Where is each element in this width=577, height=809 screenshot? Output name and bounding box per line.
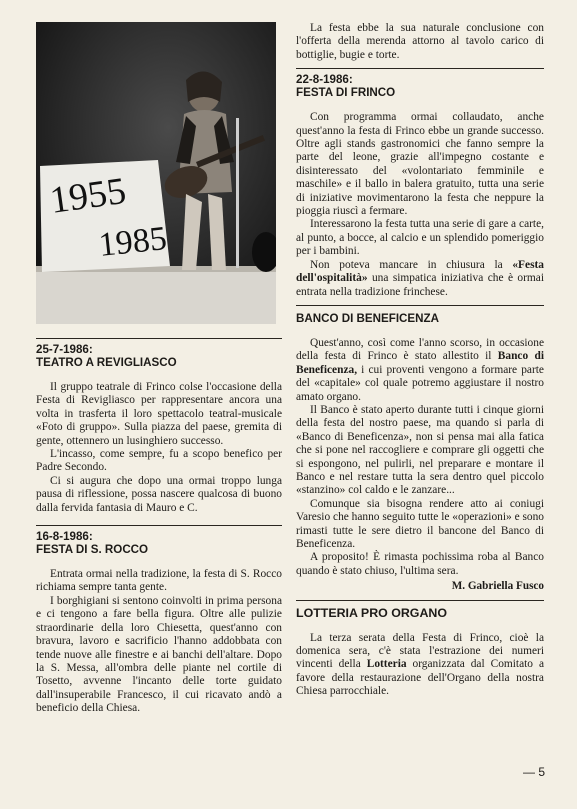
lotteria-bold: Lotteria [366, 658, 407, 671]
paragraph: La festa ebbe la sua naturale conclusione con l'offerta della merenda attorno al tavolo carico di bottiglie, bugie e torte. [296, 22, 544, 61]
paragraph: Il gruppo teatrale di Frinco colse l'occasione della Festa di Revigliasco per rappresentare ancora una volta in trasferta il loro spettacolo teatral-musicale «Foto di gruppo». Sulla piazza del paese, gremita di gente, ottennero un lusinghiero successo. [36, 381, 282, 447]
paragraph: Il Banco è stato aperto durante tutti i cinque giorni della festa del nostro paese, ma quando si parla di «Banco di Beneficenza», non si pensa mai alla fatica che si pone nel raccogliere e comprare gli oggetti che si espongono, nel pulirli, nel preparare e montare il Banco e nel restare tutta la sera dentro quel piccolo «stanzino» col caldo e le zanzare... [296, 403, 544, 497]
paragraph: Non poteva mancare in chiusura la «Festa dell'ospitalità» una simpatica iniziativa che è ormai entrata nella tradizione frinchese. [296, 258, 544, 298]
sign-text-1985: 1985 [96, 220, 169, 264]
section-title-s-rocco: FESTA DI S. ROCCO [36, 543, 149, 557]
paragraph: Quest'anno, così come l'anno scorso, in occasione della festa di Frinco è stato allestito il Banco di Beneficenza, i cui proventi vengono a formare parte del «capitale» col quale potremo aggiustare il nostro amato organo. [296, 336, 544, 403]
paragraph: L'incasso, come sempre, fu a scopo benefico per Padre Secondo. [36, 448, 282, 474]
paragraph: Interessarono la festa tutta una serie di gare a carte, al punto, a bocce, al calcio e un splendido pomeriggio per i bambini. [296, 218, 544, 258]
section-title-festa-frinco: FESTA DI FRINCO [296, 86, 396, 100]
section-date-frinco: 22-8-1986: [296, 73, 353, 87]
concert-photo [36, 22, 276, 324]
paragraph: Comunque sia bisogna rendere atto ai coniugi Varesio che hanno seguito tutte le «operazioni» e sono rimasti tutte le sere dietro il bancone del Banco di Beneficenza. [296, 497, 544, 550]
festa-ospitalita-bold: «Festa dell'ospitalità» [296, 258, 544, 285]
section-date-s-rocco: 16-8-1986: [36, 530, 93, 544]
sign-text-1955: 1955 [47, 169, 129, 222]
paragraph: La terza serata della Festa di Frinco, cioè la domenica sera, c'è stata l'estrazione dei numeri vincenti della Lotteria organizzata dal Comitato a favore della restaurazione dell'Organo della nostra Chiesa parrocchiale. [296, 631, 544, 698]
author-signature: M. Gabriella Fusco [451, 580, 544, 593]
section-title-teatro: TEATRO A REVIGLIASCO [36, 356, 177, 369]
left-column [36, 338, 282, 716]
paragraph: Ci si augura che dopo una ormai troppo lunga pausa di riflessione, possa nascere qualcosa di buono dalla fervida fantasia di Mauro e C. [36, 474, 282, 514]
section-title-lotteria: LOTTERIA PRO ORGANO [296, 605, 447, 620]
section-title-banco: BANCO DI BENEFICENZA [296, 311, 439, 325]
banco-beneficenza-bold: Banco di Beneficenza, [296, 350, 544, 376]
paragraph: Con programma ormai collaudato, anche quest'anno la festa di Frinco ebbe un grande successo. Oltre agli stands gastronomici che fanno sempre la parte del leone, grazie all'impegno costante e disinteressato del «volontariato femminile e maschile» e il ballo in balera gratuito, tutta una serie di iniziative movimentarono la festa che neppure la pioggia riuscì a fermare. [296, 111, 544, 218]
paragraph: A proposito! È rimasta pochissima roba al Banco quando è stato chiuso, l'ultima sera. [296, 551, 544, 577]
paragraph: Entrata ormai nella tradizione, la festa di S. Rocco richiama sempre tanta gente. [36, 568, 282, 594]
right-column [296, 22, 544, 699]
paragraph: I borghigiani si sentono coinvolti in prima persona e ci tengono a fare bella figura. Oltre alle pulizie straordinarie della loro Chiesetta, quest'anno con bravura, lavoro e sacrificio l'hanno addobbata con tende nuove alle finestre e ai banchi dell'altare. Dopo la S. Messa, all'ombra delle piante nel cortile di Tosetto, avvenne l'incanto delle torte guidato dall'insuperabile Francesco, il cui ricavato andò a beneficio della Chiesa. [36, 594, 282, 715]
page-number: — 5 [522, 765, 545, 779]
section-date-revigliasco: 25-7-1986: [36, 343, 93, 356]
